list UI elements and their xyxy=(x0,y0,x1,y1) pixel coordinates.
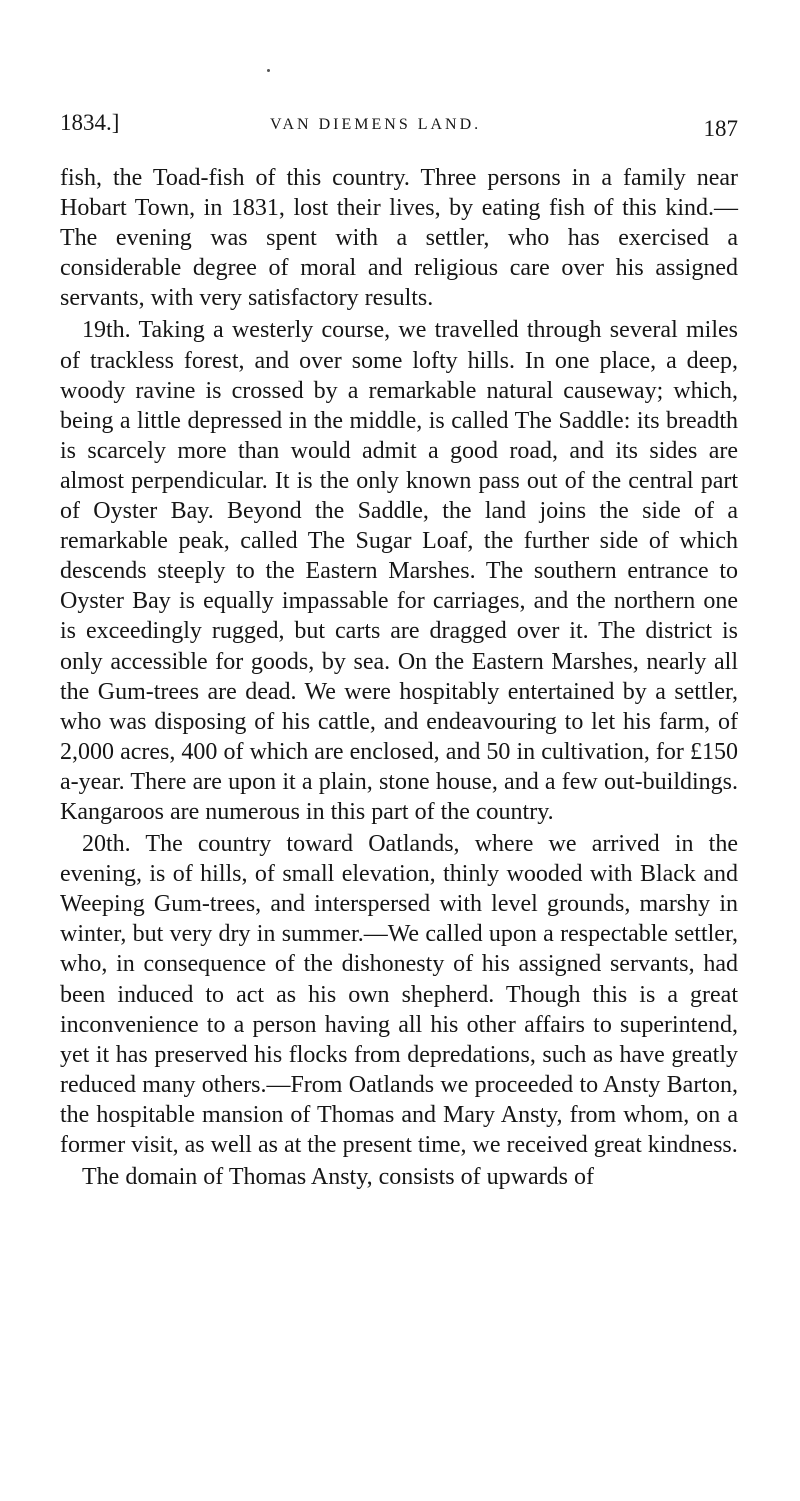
header-year: 1834.] xyxy=(60,110,120,135)
paragraph-19th: 19th. Taking a westerly course, we travelled through several miles of trackless forest, and over some lofty hills. In one place, a deep, woody ravine is crossed by a remarkable natural causeway; which, being a little depressed in the middle, is called The Saddle: its breadth is scarcely more than would admit a good road, and its sides are almost perpendicular. It is the only known pass out of the central part of Oyster Bay. Beyond the Saddle, the land joins the side of a remarkable peak, called The Sugar Loaf, the further side of which descends steeply to the Eastern Marshes. The southern entrance to Oyster Bay is equally impassable for carriages, and the northern one is exceedingly rugged, but carts are dragged over it. The district is only accessible for goods, by sea. On the Eastern Marshes, nearly all the Gum-trees are dead. We were hospitably entertained by a settler, who was disposing of his cattle, and endeavouring to let his farm, of 2,000 acres, 400 of which are enclosed, and 50 in cultivation, for £150 a-year. There are upon it a plain, stone house, and a few out-buildings. Kangaroos are numerous in this part of the country. xyxy=(60,317,738,825)
ink-speck xyxy=(267,69,270,72)
paragraph-continuation: fish, the Toad-fish of this country. Three persons in a family near Hobart Town, in 1831, lost their lives, by eating fish of this kind.—The evening was spent with a settler, who has exercised a considerable degree of moral and religious care over his assigned servants, with very satisfactory results. xyxy=(60,165,738,312)
paragraph-domain: The domain of Thomas Ansty, consists of upwards of xyxy=(82,1164,594,1191)
running-head xyxy=(60,108,738,148)
header-title: VAN DIEMENS LAND. xyxy=(270,116,482,133)
paragraph-20th: 20th. The country toward Oatlands, where we arrived in the evening, is of hills, of small elevation, thinly wooded with Black and Weeping Gum-trees, and interspersed with level grounds, marshy in winter, but very dry in summer.—We called upon a respectable settler, who, in consequence of the dishonesty of his assigned servants, had been induced to act as his own shepherd. Though this is a great inconvenience to a person having all his other affairs to superintend, yet it has preserved his flocks from depredations, such as have greatly reduced many others.—From Oatlands we proceeded to Ansty Barton, the hospitable mansion of Thomas and Mary Ansty, from whom, on a former visit, as well as at the present time, we received great kindness. xyxy=(60,831,738,1158)
page-number: 187 xyxy=(703,116,738,141)
body-text xyxy=(60,163,738,1192)
